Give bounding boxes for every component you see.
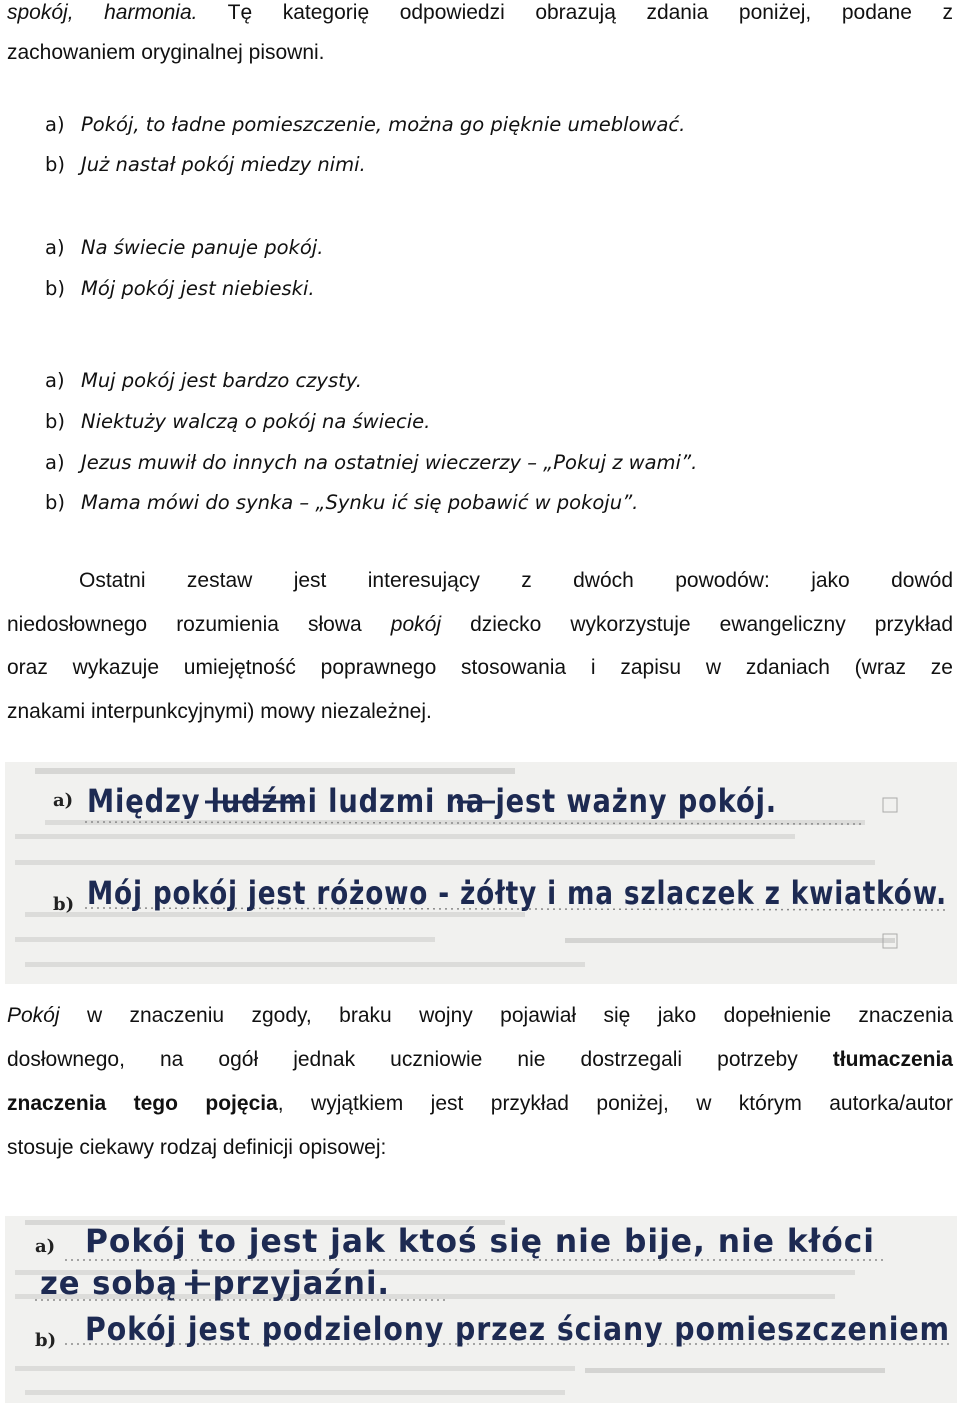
handwritten-answer-a-line-2: ze sobą i przyjaźni. (40, 1264, 390, 1302)
handwriting-scan-2 (5, 1216, 957, 1403)
intro-line-2: zachowaniem oryginalnej pisowni. (7, 41, 325, 64)
para2-bold-phrase: znaczenia tego pojęcia (7, 1092, 278, 1115)
scan-label-b: b) (53, 894, 75, 915)
example-label: b) (45, 277, 65, 300)
example-label: b) (45, 410, 65, 433)
example-2 (45, 152, 366, 178)
example-label: a) (45, 236, 65, 259)
example-text: Muj pokój jest bardzo czysty. (81, 369, 362, 392)
intro-line-1 (7, 0, 953, 26)
para2-line-1 (7, 1003, 953, 1029)
para1-text: dziecko wykorzystuje ewangeliczny przykład (470, 613, 953, 636)
scan-1-image (5, 762, 957, 984)
para2-line-2 (7, 1047, 953, 1073)
example-8 (45, 490, 638, 516)
para1-line-2 (7, 612, 953, 638)
para1-line-4: znakami interpunkcyjnymi) mowy niezależnej. (7, 700, 432, 723)
para2-italic-word: Pokój (7, 1004, 60, 1027)
para2-bold-word: tłumaczenia (832, 1048, 953, 1071)
handwriting-scan-1 (5, 762, 957, 984)
example-label: a) (45, 113, 65, 136)
example-label: b) (45, 491, 65, 514)
example-4 (45, 276, 315, 302)
para2-text: w znaczeniu zgody, braku wojny pojawiał się jako dopełnienie znaczenia (86, 1004, 953, 1027)
example-text: Pokój, to ładne pomieszczenie, można go pięknie umeblować. (81, 113, 686, 136)
example-label: b) (45, 153, 65, 176)
example-6 (45, 409, 430, 435)
para1-text: niedosłownego rozumienia słowa (7, 613, 362, 636)
example-text: Mama mówi do synka – „Synku ić się pobawić w pokoju”. (81, 491, 639, 514)
handwritten-answer-a: Między ludźmi ludzmi na jest ważny pokój. (87, 782, 777, 820)
example-text: Mój pokój jest niebieski. (81, 277, 315, 300)
intro-italic: spokój, harmonia. (7, 1, 198, 24)
handwritten-answer-b: Pokój jest podzielony przez ściany pomieszczeniem (85, 1310, 950, 1348)
example-7 (45, 450, 697, 476)
example-text: Na świecie panuje pokój. (81, 236, 324, 259)
example-1 (45, 112, 685, 138)
handwritten-answer-a-line-1: Pokój to jest jak ktoś się nie bije, nie kłóci (85, 1222, 875, 1260)
example-text: Niektuży walczą o pokój na świecie. (81, 410, 431, 433)
example-3 (45, 235, 323, 261)
para2-text: dosłownego, na ogół jednak uczniowie nie dostrzegali potrzeby (7, 1048, 798, 1071)
para2-line-3 (7, 1091, 953, 1117)
para1-line-3: oraz wykazuje umiejętność poprawnego stosowania i zapisu w zdaniach (wraz ze (7, 656, 953, 679)
example-text: Już nastał pokój miedzy nimi. (81, 153, 366, 176)
scan-label-b: b) (35, 1330, 57, 1351)
example-label: a) (45, 369, 65, 392)
handwritten-answer-b: Mój pokój jest różowo - żółty i ma szlaczek z kwiatków. (87, 874, 947, 912)
scan-label-a: a) (35, 1236, 56, 1257)
scan-label-a: a) (53, 790, 74, 811)
para1-line-1: Ostatni zestaw jest interesujący z dwóch powodów: jako dowód (79, 569, 953, 592)
scan-2-image (5, 1216, 957, 1403)
para2-text: , wyjątkiem jest przykład poniżej, w którym autorka/autor (277, 1092, 953, 1115)
example-5 (45, 368, 362, 394)
para2-line-4: stosuje ciekawy rodzaj definicji opisowej: (7, 1136, 387, 1159)
example-text: Jezus muwił do innych na ostatniej wieczerzy – „Pokuj z wami”. (81, 451, 698, 474)
intro-rest: Tę kategorię odpowiedzi obrazują zdania poniżej, podane z (227, 1, 953, 24)
example-label: a) (45, 451, 65, 474)
para1-italic-word: pokój (390, 613, 441, 636)
